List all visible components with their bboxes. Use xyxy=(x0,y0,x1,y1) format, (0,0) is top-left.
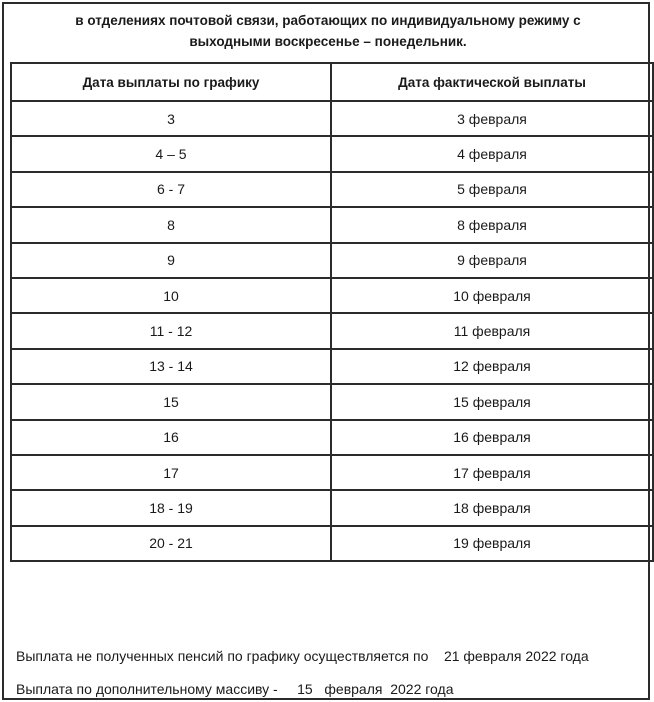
table-row xyxy=(11,349,653,384)
actual-date-cell: 11 февраля xyxy=(331,313,653,348)
actual-date-cell: 9 февраля xyxy=(331,243,653,278)
table-row xyxy=(11,278,653,313)
scheduled-date-cell: 10 xyxy=(11,278,331,313)
actual-date-cell: 16 февраля xyxy=(331,420,653,455)
table-row xyxy=(11,455,653,490)
table-header-row xyxy=(11,63,653,101)
unclaimed-pension-note: Выплата не полученных пенсий по графику осуществляется по 21 февраля 2022 года xyxy=(16,648,589,664)
table-row xyxy=(11,207,653,242)
scheduled-date-cell: 3 xyxy=(11,101,331,136)
table-row xyxy=(11,101,653,136)
payment-schedule-table xyxy=(10,62,654,562)
actual-date-cell: 5 февраля xyxy=(331,172,653,207)
scheduled-date-cell: 4 – 5 xyxy=(11,136,331,171)
table-row xyxy=(11,526,653,561)
scheduled-date-cell: 20 - 21 xyxy=(11,526,331,561)
actual-date-cell: 12 февраля xyxy=(331,349,653,384)
table-row xyxy=(11,490,653,525)
table-row xyxy=(11,420,653,455)
document-title xyxy=(4,10,652,52)
actual-date-cell: 19 февраля xyxy=(331,526,653,561)
actual-date-cell: 17 февраля xyxy=(331,455,653,490)
document-frame xyxy=(2,2,650,700)
table-row xyxy=(11,172,653,207)
actual-date-cell: 3 февраля xyxy=(331,101,653,136)
header-scheduled-date: Дата выплаты по графику xyxy=(11,63,331,101)
table-row xyxy=(11,313,653,348)
scheduled-date-cell: 17 xyxy=(11,455,331,490)
title-line-1: в отделениях почтовой связи, работающих по индивидуальному режиму с xyxy=(75,13,581,28)
actual-date-cell: 18 февраля xyxy=(331,490,653,525)
scheduled-date-cell: 15 xyxy=(11,384,331,419)
actual-date-cell: 10 февраля xyxy=(331,278,653,313)
table-row xyxy=(11,243,653,278)
scheduled-date-cell: 8 xyxy=(11,207,331,242)
scheduled-date-cell: 11 - 12 xyxy=(11,313,331,348)
scheduled-date-cell: 16 xyxy=(11,420,331,455)
table-row xyxy=(11,136,653,171)
actual-date-cell: 4 февраля xyxy=(331,136,653,171)
title-line-2: выходными воскресенье – понедельник. xyxy=(189,34,467,49)
additional-array-note: Выплата по дополнительному массиву - 15 февраля 2022 года xyxy=(16,681,454,697)
actual-date-cell: 8 февраля xyxy=(331,207,653,242)
scheduled-date-cell: 18 - 19 xyxy=(11,490,331,525)
actual-date-cell: 15 февраля xyxy=(331,384,653,419)
table-row xyxy=(11,384,653,419)
scheduled-date-cell: 13 - 14 xyxy=(11,349,331,384)
scheduled-date-cell: 9 xyxy=(11,243,331,278)
header-actual-date: Дата фактической выплаты xyxy=(331,63,653,101)
scheduled-date-cell: 6 - 7 xyxy=(11,172,331,207)
